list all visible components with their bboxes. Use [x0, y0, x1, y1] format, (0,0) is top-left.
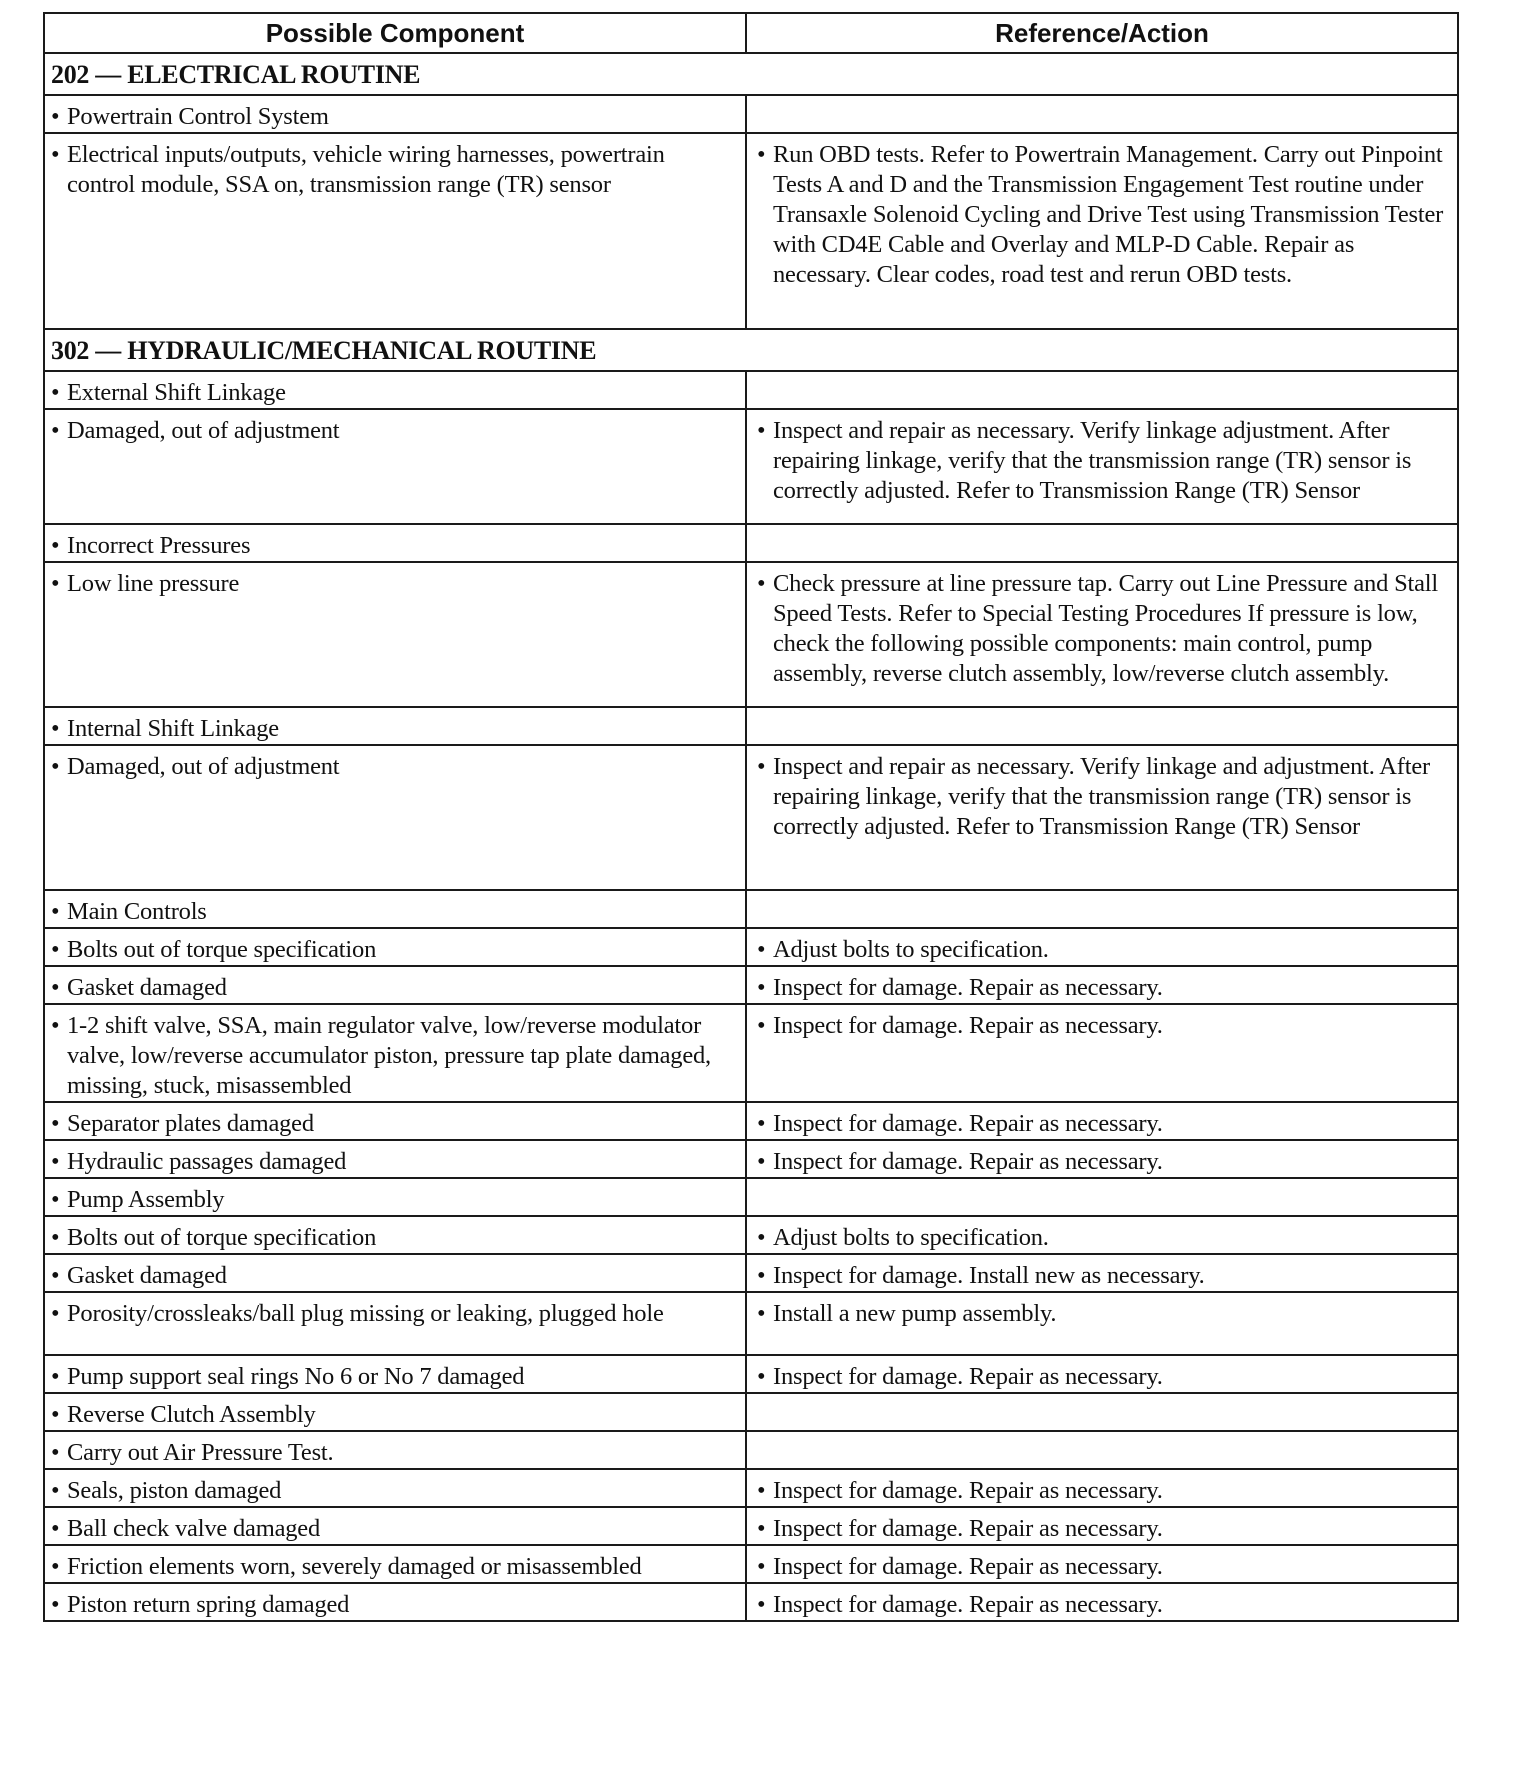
table-row	[44, 524, 1458, 562]
component-text: Main Controls	[67, 898, 207, 925]
component-cell	[44, 966, 746, 1004]
bullet-icon: •	[51, 570, 60, 597]
component-cell	[44, 1355, 746, 1393]
bullet-icon: •	[757, 974, 766, 1001]
bullet-icon: •	[51, 715, 60, 742]
component-text: Incorrect Pressures	[67, 532, 251, 559]
component-cell	[44, 562, 746, 707]
action-cell	[746, 707, 1458, 745]
component-text: Hydraulic passages damaged	[67, 1148, 347, 1175]
action-cell	[746, 95, 1458, 133]
bullet-icon: •	[51, 936, 60, 963]
action-cell	[746, 1431, 1458, 1469]
action-text: Inspect for damage. Repair as necessary.	[773, 1148, 1163, 1175]
component-text: Low line pressure	[67, 570, 240, 597]
component-cell	[44, 1393, 746, 1431]
action-cell	[746, 1004, 1458, 1102]
table-row	[44, 1216, 1458, 1254]
header-component: Possible Component	[44, 13, 746, 53]
action-cell	[746, 1216, 1458, 1254]
component-cell	[44, 95, 746, 133]
component-text: Damaged, out of adjustment	[67, 753, 340, 780]
component-text: Bolts out of torque specification	[67, 1224, 377, 1251]
component-cell	[44, 1431, 746, 1469]
action-text: Inspect for damage. Repair as necessary.	[773, 1515, 1163, 1542]
bullet-icon: •	[51, 1148, 60, 1175]
action-cell	[746, 133, 1458, 329]
bullet-icon: •	[51, 103, 60, 130]
bullet-icon: •	[757, 417, 766, 444]
bullet-icon: •	[51, 141, 60, 168]
bullet-icon: •	[757, 1224, 766, 1251]
component-text: Pump Assembly	[67, 1186, 225, 1213]
action-cell	[746, 890, 1458, 928]
table-row	[44, 1583, 1458, 1621]
section-title: 302 — HYDRAULIC/MECHANICAL ROUTINE	[44, 329, 1458, 371]
component-cell	[44, 745, 746, 890]
action-cell	[746, 966, 1458, 1004]
component-text: Porosity/crossleaks/ball plug missing or leaking, plugged hole	[67, 1300, 664, 1327]
table-body	[44, 53, 1458, 1621]
component-cell	[44, 1254, 746, 1292]
bullet-icon: •	[757, 1110, 766, 1137]
component-cell	[44, 1178, 746, 1216]
component-cell	[44, 133, 746, 329]
bullet-icon: •	[757, 936, 766, 963]
action-cell	[746, 1545, 1458, 1583]
bullet-icon: •	[51, 1515, 60, 1542]
bullet-icon: •	[757, 570, 766, 597]
component-cell	[44, 1102, 746, 1140]
diagnostic-table	[43, 12, 1459, 1622]
bullet-icon: •	[51, 1363, 60, 1390]
component-cell	[44, 1140, 746, 1178]
component-text: Gasket damaged	[67, 1262, 227, 1289]
component-cell	[44, 1004, 746, 1102]
action-text: Inspect for damage. Repair as necessary.	[773, 1553, 1163, 1580]
bullet-icon: •	[51, 1262, 60, 1289]
section-title: 202 — ELECTRICAL ROUTINE	[44, 53, 1458, 95]
header-row	[44, 13, 1458, 53]
action-cell	[746, 409, 1458, 524]
table-row	[44, 1178, 1458, 1216]
action-text: Inspect for damage. Repair as necessary.	[773, 1477, 1163, 1504]
table-row	[44, 1254, 1458, 1292]
component-cell	[44, 1216, 746, 1254]
bullet-icon: •	[51, 532, 60, 559]
action-cell	[746, 1583, 1458, 1621]
bullet-icon: •	[757, 753, 766, 780]
bullet-icon: •	[757, 1591, 766, 1618]
component-text: Damaged, out of adjustment	[67, 417, 340, 444]
bullet-icon: •	[757, 141, 766, 168]
action-text: Adjust bolts to specification.	[773, 936, 1049, 963]
component-cell	[44, 890, 746, 928]
table-row	[44, 928, 1458, 966]
bullet-icon: •	[51, 1477, 60, 1504]
action-text: Inspect for damage. Repair as necessary.	[773, 1363, 1163, 1390]
table-row	[44, 1355, 1458, 1393]
action-cell	[746, 1507, 1458, 1545]
table-row	[44, 409, 1458, 524]
component-text: Powertrain Control System	[67, 103, 329, 130]
table-row	[44, 1545, 1458, 1583]
table-row	[44, 1469, 1458, 1507]
bullet-icon: •	[51, 417, 60, 444]
bullet-icon: •	[757, 1553, 766, 1580]
bullet-icon: •	[757, 1363, 766, 1390]
action-cell	[746, 524, 1458, 562]
component-text: Gasket damaged	[67, 974, 227, 1001]
action-text: Inspect and repair as necessary. Verify linkage adjustment. After repairing linkage, verify that the transmission range (TR) sensor is correctly adjusted. Refer to Transmission Range (TR) Sensor	[773, 417, 1412, 504]
bullet-icon: •	[757, 1515, 766, 1542]
action-cell	[746, 1469, 1458, 1507]
section-row	[44, 329, 1458, 371]
table-row	[44, 371, 1458, 409]
action-text: Inspect for damage. Repair as necessary.	[773, 1110, 1163, 1137]
component-text: Carry out Air Pressure Test.	[67, 1439, 334, 1466]
component-text: Friction elements worn, severely damaged or misassembled	[67, 1553, 642, 1580]
bullet-icon: •	[757, 1300, 766, 1327]
component-text: Bolts out of torque specification	[67, 936, 377, 963]
action-cell	[746, 1355, 1458, 1393]
header-action: Reference/Action	[746, 13, 1458, 53]
component-text: Separator plates damaged	[67, 1110, 314, 1137]
table-row	[44, 95, 1458, 133]
bullet-icon: •	[51, 1439, 60, 1466]
table-row	[44, 745, 1458, 890]
component-cell	[44, 371, 746, 409]
component-text: 1-2 shift valve, SSA, main regulator valve, low/reverse modulator valve, low/reverse accumulator piston, pressure tap plate damaged, missing, stuck, misassembled	[67, 1012, 711, 1099]
action-text: Check pressure at line pressure tap. Carry out Line Pressure and Stall Speed Tests. Refer to Special Testing Procedures If pressure is low, check the following possible components: main control, pump assembly, reverse clutch assembly, low/reverse clutch assembly.	[773, 570, 1439, 687]
table-row	[44, 1507, 1458, 1545]
action-cell	[746, 562, 1458, 707]
table-row	[44, 1292, 1458, 1355]
action-text: Inspect for damage. Repair as necessary.	[773, 974, 1163, 1001]
bullet-icon: •	[51, 753, 60, 780]
action-cell	[746, 1102, 1458, 1140]
bullet-icon: •	[51, 1591, 60, 1618]
action-cell	[746, 745, 1458, 890]
action-text: Inspect for damage. Install new as necessary.	[773, 1262, 1205, 1289]
component-text: Ball check valve damaged	[67, 1515, 321, 1542]
component-cell	[44, 1469, 746, 1507]
table-row	[44, 1140, 1458, 1178]
bullet-icon: •	[51, 1012, 60, 1039]
action-cell	[746, 1140, 1458, 1178]
component-cell	[44, 524, 746, 562]
component-cell	[44, 1545, 746, 1583]
table-row	[44, 133, 1458, 329]
table-row	[44, 1102, 1458, 1140]
action-cell	[746, 1393, 1458, 1431]
action-text: Adjust bolts to specification.	[773, 1224, 1049, 1251]
bullet-icon: •	[757, 1477, 766, 1504]
bullet-icon: •	[757, 1262, 766, 1289]
action-cell	[746, 1292, 1458, 1355]
action-cell	[746, 928, 1458, 966]
action-cell	[746, 371, 1458, 409]
bullet-icon: •	[51, 898, 60, 925]
bullet-icon: •	[757, 1012, 766, 1039]
table-row	[44, 966, 1458, 1004]
action-text: Inspect for damage. Repair as necessary.	[773, 1012, 1163, 1039]
table-row	[44, 707, 1458, 745]
component-cell	[44, 1292, 746, 1355]
section-row	[44, 53, 1458, 95]
action-cell	[746, 1254, 1458, 1292]
bullet-icon: •	[51, 1110, 60, 1137]
bullet-icon: •	[757, 1148, 766, 1175]
component-cell	[44, 928, 746, 966]
component-cell	[44, 1507, 746, 1545]
component-text: Seals, piston damaged	[67, 1477, 282, 1504]
component-cell	[44, 707, 746, 745]
bullet-icon: •	[51, 1186, 60, 1213]
table-row	[44, 890, 1458, 928]
component-cell	[44, 409, 746, 524]
bullet-icon: •	[51, 1401, 60, 1428]
component-text: Internal Shift Linkage	[67, 715, 279, 742]
component-text: Pump support seal rings No 6 or No 7 damaged	[67, 1363, 525, 1390]
bullet-icon: •	[51, 1553, 60, 1580]
bullet-icon: •	[51, 1224, 60, 1251]
bullet-icon: •	[51, 1300, 60, 1327]
table-row	[44, 1004, 1458, 1102]
component-text: Piston return spring damaged	[67, 1591, 350, 1618]
component-text: Reverse Clutch Assembly	[67, 1401, 316, 1428]
action-cell	[746, 1178, 1458, 1216]
bullet-icon: •	[51, 974, 60, 1001]
action-text: Run OBD tests. Refer to Powertrain Management. Carry out Pinpoint Tests A and D and the Transmission Engagement Test routine under Transaxle Solenoid Cycling and Drive Test using Transmission Tester with CD4E Cable and Overlay and MLP-D Cable. Repair as necessary. Clear codes, road test and rerun OBD tests.	[773, 141, 1444, 288]
table-row	[44, 562, 1458, 707]
table-row	[44, 1431, 1458, 1469]
table-row	[44, 1393, 1458, 1431]
bullet-icon: •	[51, 379, 60, 406]
action-text: Install a new pump assembly.	[773, 1300, 1057, 1327]
action-text: Inspect for damage. Repair as necessary.	[773, 1591, 1163, 1618]
component-text: External Shift Linkage	[67, 379, 286, 406]
component-text: Electrical inputs/outputs, vehicle wiring harnesses, powertrain control module, SSA on, transmission range (TR) sensor	[67, 141, 665, 198]
component-cell	[44, 1583, 746, 1621]
action-text: Inspect and repair as necessary. Verify linkage and adjustment. After repairing linkage, verify that the transmission range (TR) sensor is correctly adjusted. Refer to Transmission Range (TR) Sensor	[773, 753, 1430, 840]
